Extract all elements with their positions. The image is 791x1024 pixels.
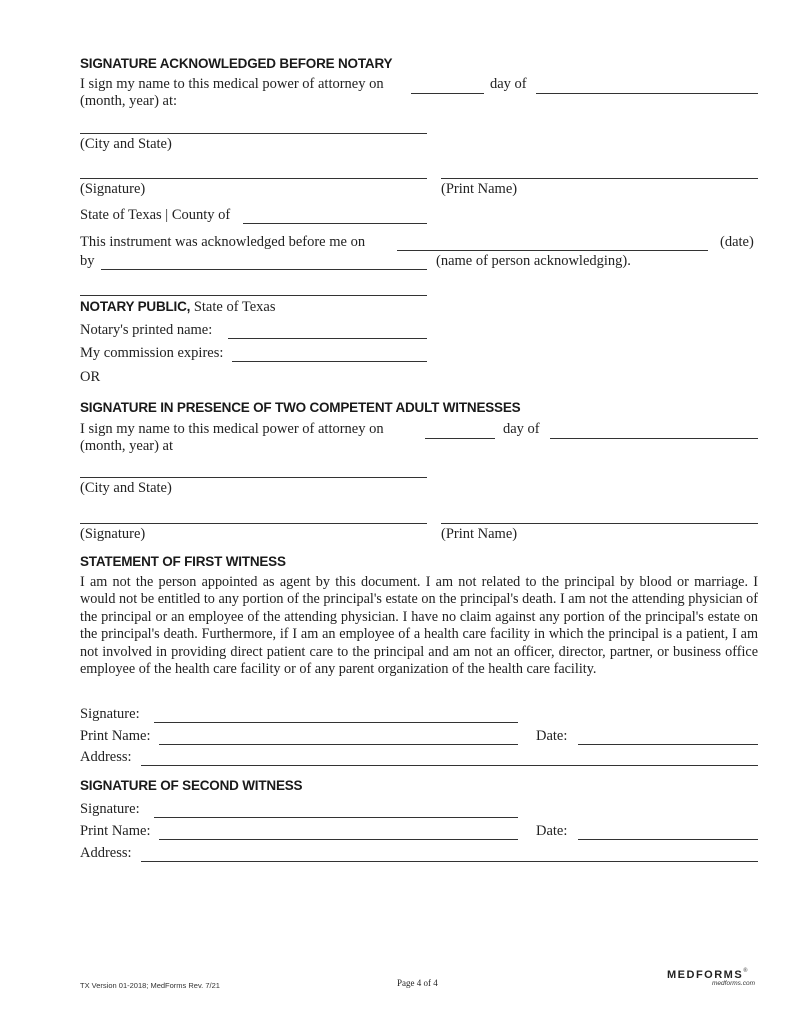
sw-date-line[interactable]	[578, 839, 758, 840]
sw-address-label: Address:	[80, 845, 132, 861]
commission-line[interactable]	[232, 361, 427, 362]
second-witness-heading: SIGNATURE OF SECOND WITNESS	[80, 778, 303, 793]
footer-version: TX Version 01-2018; MedForms Rev. 7/21	[80, 981, 220, 990]
witness-city-state-label: (City and State)	[80, 480, 172, 496]
fw-date-line[interactable]	[578, 744, 758, 745]
sw-date-label: Date:	[536, 823, 568, 839]
sw-print-name-line[interactable]	[159, 839, 518, 840]
sw-signature-line[interactable]	[154, 817, 518, 818]
witnesses-heading: SIGNATURE IN PRESENCE OF TWO COMPETENT ADULT WITNESSES	[80, 400, 521, 415]
first-witness-statement: I am not the person appointed as agent by this document. I am not related to the principal by blood or marriage. I would not be entitled to any portion of the principal's estate on the principal's death. I am not the attending physician of the principal or an employee of the attending physician. I have no claim against any portion of the principal's estate on the principal's death. Furthermore, if I am an employee of a health care facility in which the principal is a patient, I am not involved in providing direct patient care to the principal and am not an officer, director, partner, or business office employee of the health care facility or of any parent organization of the health care facility.	[80, 574, 758, 678]
notary-print-name-line[interactable]	[441, 178, 758, 179]
fw-signature-label: Signature:	[80, 706, 140, 722]
notary-public-line	[80, 299, 276, 316]
witness-signature-label: (Signature)	[80, 526, 146, 542]
sw-signature-label: Signature:	[80, 801, 140, 817]
notary-dayof-text: day of	[490, 76, 527, 92]
ack-person-line[interactable]	[101, 269, 427, 270]
witness-month-year-label: (month, year) at	[80, 438, 174, 454]
ack-text: This instrument was acknowledged before me on	[80, 234, 366, 250]
notary-public-state: State of Texas	[190, 299, 276, 315]
witness-print-name-label: (Print Name)	[441, 526, 518, 542]
fw-print-name-line[interactable]	[159, 744, 518, 745]
notary-signature-line[interactable]	[80, 178, 427, 179]
notary-month-year-line[interactable]	[536, 93, 758, 94]
fw-address-line[interactable]	[141, 765, 758, 766]
notary-city-state-label: (City and State)	[80, 136, 172, 152]
notary-month-year-label: (month, year) at:	[80, 93, 178, 109]
notary-day-line[interactable]	[411, 93, 484, 94]
first-witness-heading: STATEMENT OF FIRST WITNESS	[80, 554, 286, 569]
notary-print-name-label: (Print Name)	[441, 181, 518, 197]
sw-address-line[interactable]	[141, 861, 758, 862]
notary-public-bold: NOTARY PUBLIC,	[80, 299, 191, 314]
fw-date-label: Date:	[536, 728, 568, 744]
state-county-label: State of Texas | County of	[80, 207, 231, 223]
notary-heading: SIGNATURE ACKNOWLEDGED BEFORE NOTARY	[80, 56, 393, 71]
witness-day-line[interactable]	[425, 438, 495, 439]
fw-print-name-label: Print Name:	[80, 728, 151, 744]
notary-sign-text: I sign my name to this medical power of attorney on	[80, 76, 384, 92]
ack-date-label: (date)	[720, 234, 754, 250]
notary-seal-line[interactable]	[80, 295, 427, 296]
notary-printed-name-line[interactable]	[228, 338, 427, 339]
witness-print-name-line[interactable]	[441, 523, 758, 524]
witness-sign-text: I sign my name to this medical power of attorney on	[80, 421, 384, 437]
fw-signature-line[interactable]	[154, 722, 518, 723]
logo-url: medforms.com	[712, 980, 755, 987]
witness-dayof-text: day of	[503, 421, 540, 437]
footer-page-number: Page 4 of 4	[397, 978, 438, 988]
witness-month-year-line[interactable]	[550, 438, 758, 439]
county-line[interactable]	[243, 223, 427, 224]
ack-by-label: by	[80, 253, 95, 269]
logo-registered-mark: ®	[743, 968, 748, 975]
notary-printed-name-label: Notary's printed name:	[80, 322, 213, 338]
or-label: OR	[80, 369, 101, 385]
witness-city-state-line[interactable]	[80, 477, 427, 478]
notary-city-state-line[interactable]	[80, 133, 427, 134]
fw-address-label: Address:	[80, 749, 132, 765]
ack-date-line[interactable]	[397, 250, 708, 251]
ack-person-label: (name of person acknowledging).	[436, 253, 631, 269]
logo-text: MEDFORMS	[667, 969, 744, 981]
notary-signature-label: (Signature)	[80, 181, 146, 197]
witness-signature-line[interactable]	[80, 523, 427, 524]
sw-print-name-label: Print Name:	[80, 823, 151, 839]
commission-label: My commission expires:	[80, 345, 224, 361]
